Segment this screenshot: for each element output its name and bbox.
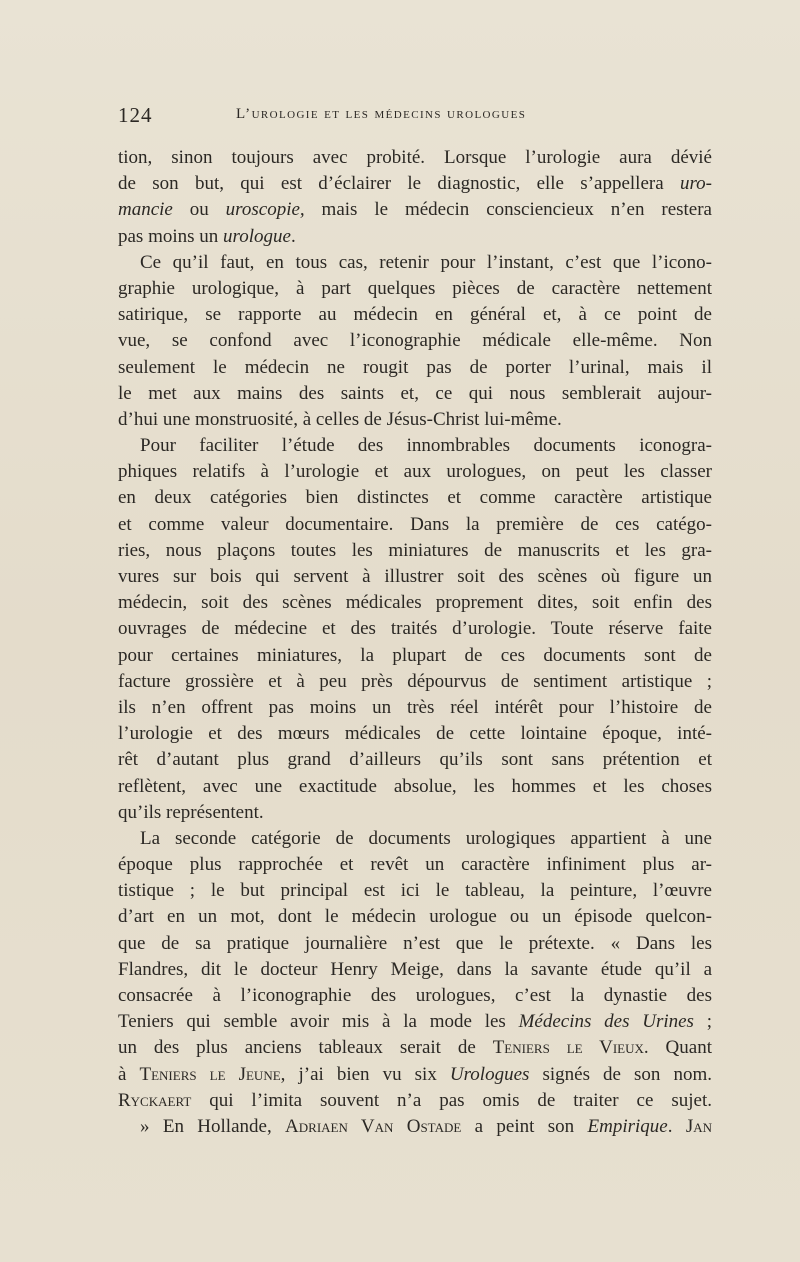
text-line: Teniers qui semble avoir mis à la mode les Médecins des Urines ; xyxy=(118,1011,712,1033)
text-line: » En Hollande, Adriaen Van Ostade a peint son Empirique. Jan xyxy=(140,1115,712,1137)
text-line: que de sa pratique journalière n’est que le prétexte. « Dans les xyxy=(118,932,712,954)
text-line: La seconde catégorie de documents urologiques appartient à une xyxy=(140,827,712,849)
text-line: de son but, qui est d’éclairer le diagnostic, elle s’appellera uro- xyxy=(118,173,712,195)
text-line: un des plus anciens tableaux serait de Teniers le Vieux. Quant xyxy=(118,1037,712,1059)
text-line: mancie ou uroscopie, mais le médecin consciencieux n’en restera xyxy=(118,199,712,221)
text-line: graphie urologique, à part quelques pièces de caractère nettement xyxy=(118,277,712,299)
text-line: à Teniers le Jeune, j’ai bien vu six Urologues signés de son nom. xyxy=(118,1063,713,1085)
text-line: vures sur bois qui servent à illustrer soit des scènes où figure un xyxy=(118,566,712,587)
text-line: tistique ; le but principal est ici le tableau, la peinture, l’œuvre xyxy=(118,880,712,902)
text-line: Flandres, dit le docteur Henry Meige, dans la savante étude qu’il a xyxy=(118,958,712,980)
text-line: Ryckaert qui l’imita souvent n’a pas omis de traiter ce sujet. xyxy=(118,1089,712,1111)
text-line: d’art en un mot, dont le médecin urologue ou un épisode quelcon- xyxy=(118,906,712,928)
text-line: ries, nous plaçons toutes les miniatures de manuscrits et les gra- xyxy=(118,539,712,561)
text-line: rêt d’autant plus grand d’ailleurs qu’ils sont sans prétention et xyxy=(118,749,712,771)
text-line: consacrée à l’iconographie des urologues, c’est la dynastie des xyxy=(118,985,712,1006)
text-line: et comme valeur documentaire. Dans la première de ces catégo- xyxy=(118,513,712,535)
text-line: en deux catégories bien distinctes et comme caractère artistique xyxy=(118,487,712,509)
page-header xyxy=(118,103,712,129)
text-line: ouvrages de médecine et des traités d’urologie. Toute réserve faite xyxy=(118,618,712,640)
text-line: époque plus rapprochée et revêt un caractère infiniment plus ar- xyxy=(118,854,712,876)
text-line: d’hui une monstruosité, à celles de Jésus-Christ lui-même. xyxy=(118,408,562,430)
body-text xyxy=(118,145,712,1140)
text-line: pour certaines miniatures, la plupart de ces documents sont de xyxy=(118,644,712,666)
text-line: Ce qu’il faut, en tous cas, retenir pour l’instant, c’est que l’icono- xyxy=(140,251,712,273)
text-line: seulement le médecin ne rougit pas de porter l’urinal, mais il xyxy=(118,356,712,378)
text-line: le met aux mains des saints et, ce qui nous semblerait aujour- xyxy=(118,382,712,404)
text-line: médecin, soit des scènes médicales proprement dites, soit enfin des xyxy=(118,592,712,614)
page-number: 124 xyxy=(118,103,153,127)
text-line: l’urologie et des mœurs médicales de cette lointaine époque, inté- xyxy=(118,723,712,745)
text-line: reflètent, avec une exactitude absolue, les hommes et les choses xyxy=(118,775,712,797)
text-line: satirique, se rapporte au médecin en général et, à ce point de xyxy=(118,304,712,326)
text-line: tion, sinon toujours avec probité. Lorsque l’urologie aura dévié xyxy=(118,147,712,168)
text-line: phiques relatifs à l’urologie et aux urologues, on peut les classer xyxy=(118,461,712,483)
text-line: pas moins un urologue. xyxy=(118,225,296,247)
text-line: qu’ils représentent. xyxy=(118,801,264,823)
text-line: ils n’en offrent pas moins un très réel intérêt pour l’histoire de xyxy=(118,696,712,718)
text-line: facture grossière et à peu près dépourvus de sentiment artistique ; xyxy=(118,670,712,692)
text-line: vue, se confond avec l’iconographie médicale elle-même. Non xyxy=(118,330,712,352)
running-head: L’urologie et les médecins urologues xyxy=(236,106,527,122)
text-line: Pour faciliter l’étude des innombrables documents iconogra- xyxy=(140,435,712,457)
